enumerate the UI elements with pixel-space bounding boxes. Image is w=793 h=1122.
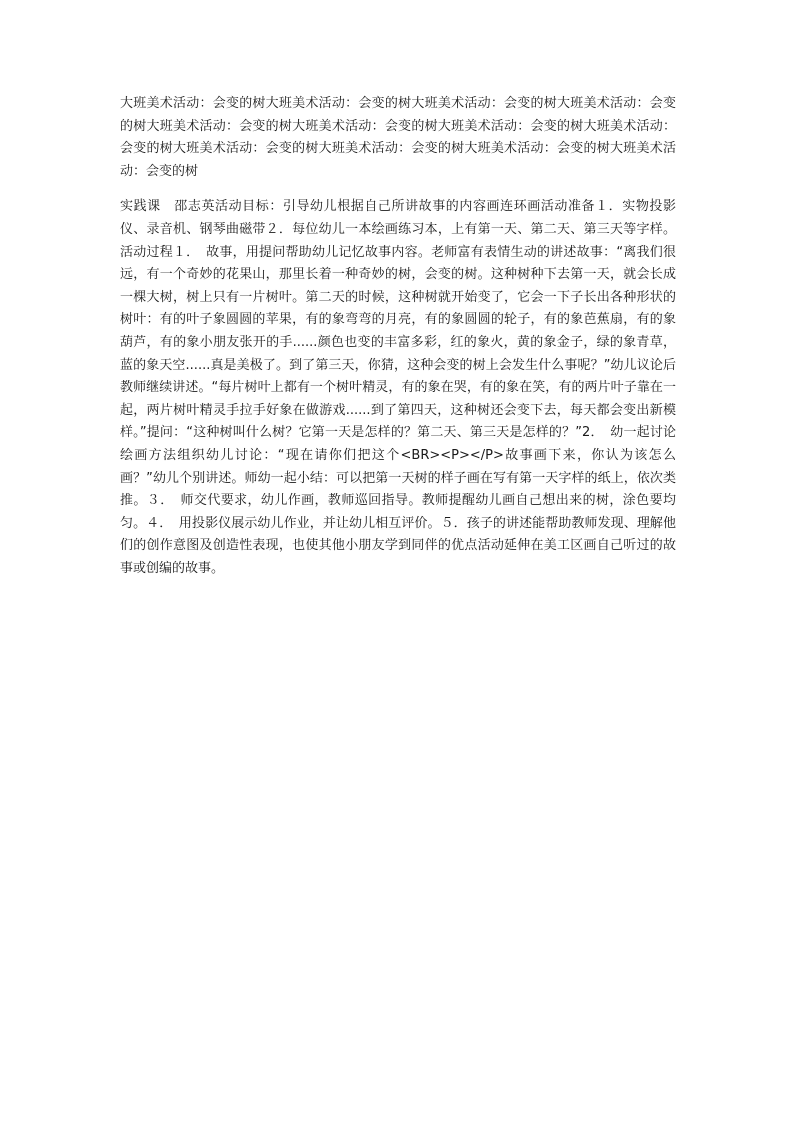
title-paragraph: 大班美术活动：会变的树大班美术活动：会变的树大班美术活动：会变的树大班美术活动：会变的树大班美术活动：会变的树大班美术活动：会变的树大班美术活动：会变的树大班美术活动：会变的树大班美术活动：会变的树大班美术活动：会变的树大班美术活动：会变的树大班美术活动：会变的树 bbox=[120, 96, 676, 179]
document-body bbox=[120, 93, 676, 580]
body-paragraph: 实践课 邵志英活动目标：引导幼儿根据自己所讲故事的内容画连环画活动准备１．实物投影仪、录音机、钢琴曲磁带２．每位幼儿一本绘画练习本，上有第一天、第二天、第三天等字样。活动过程１． 故事，用提问帮助幼儿记忆故事内容。老师富有表情生动的讲述故事：“离我们很远，有一个奇妙的花果山，那里长着一种奇妙的树，会变的树。这种树种下去第一天，就会长成一棵大树，树上只有一片树叶。第二天的时候，这种树就开始变了，它会一下子长出各种形状的树叶：有的叶子象圆圆的苹果，有的象弯弯的月亮，有的象圆圆的轮子，有的象芭蕉扇，有的象葫芦，有的象小朋友张开的手......颜色也变的丰富多彩，红的象火，黄的象金子，绿的象青草，蓝的象天空......真是美极了。到了第三天，你猜，这种会变的树上会发生什么事呢？”幼儿议论后教师继续讲述。“每片树叶上都有一个树叶精灵，有的象在哭，有的象在笑，有的两片叶子靠在一起，两片树叶精灵手拉手好象在做游戏......到了第四天，这种树还会变下去，每天都会变出新模样。”提问：“这种树叫什么树？它第一天是怎样的？第二天、第三天是怎样的？”2． 幼一起讨论绘画方法组织幼儿讨论：“现在请你们把这个<BR><P></P>故事画下来，你认为该怎么画？”幼儿个别讲述。师幼一起小结：可以把第一天树的样子画在写有第一天字样的纸上，依次类推。３． 师交代要求，幼儿作画，教师巡回指导。教师提醒幼儿画自己想出来的树，涂色要均匀。４． 用投影仪展示幼儿作业，并让幼儿相互评价。５．孩子的讲述能帮助教师发现、理解他们的创作意图及创造性表现，也使其他小朋友学到同伴的优点活动延伸在美工区画自己听过的故事或创编的故事。 bbox=[120, 199, 676, 576]
